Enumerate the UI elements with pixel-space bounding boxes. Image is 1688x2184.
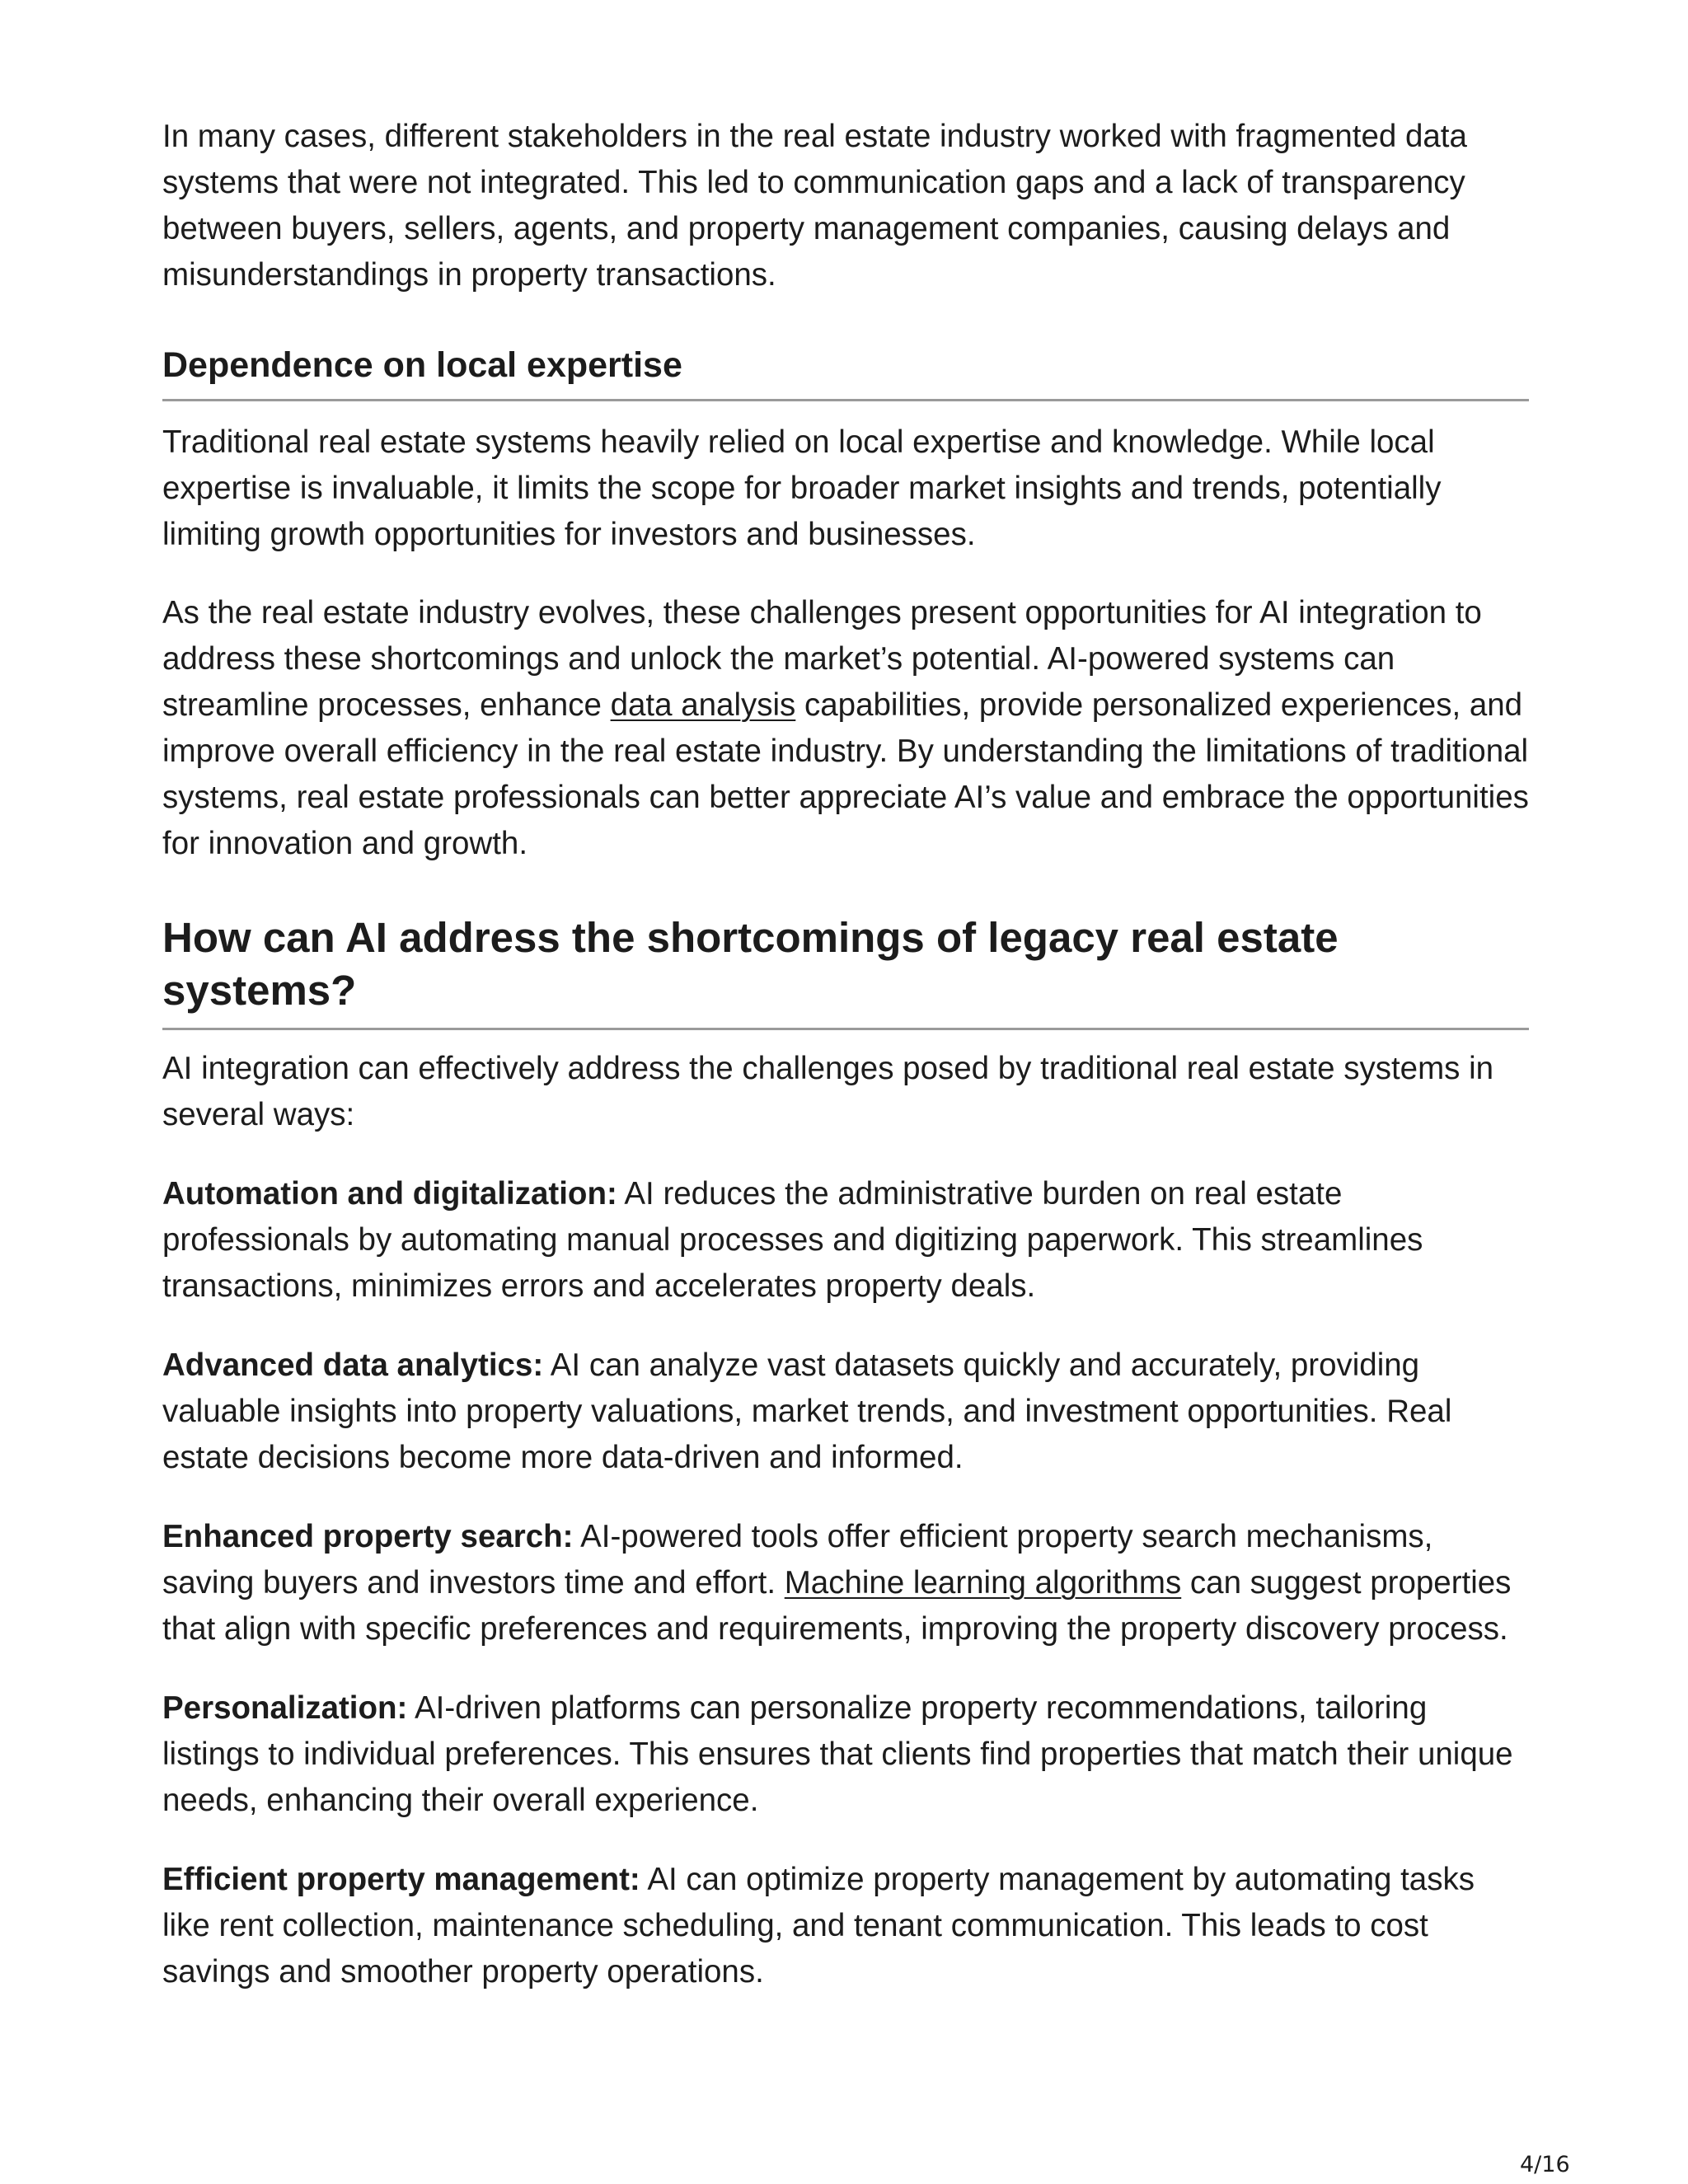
machine-learning-algorithms-link[interactable]: Machine learning algorithms — [784, 1565, 1182, 1601]
data-analysis-link[interactable]: data analysis — [610, 687, 796, 723]
local-expertise-divider — [162, 399, 1529, 401]
document-page — [162, 114, 1529, 1995]
local-expertise-heading: Dependence on local expertise — [162, 345, 682, 385]
local-expertise-paragraph: Traditional real estate systems heavily relied on local expertise and knowledge. While local expertise is invaluable, it limits the scope for broader market insights and trends, potentially limiting growth opportunities for investors and businesses. — [162, 424, 1442, 552]
list-item-automation — [162, 1171, 1529, 1310]
ai-section-intro: AI integration can effectively address the challenges posed by traditional real estate systems in several ways: — [162, 1051, 1494, 1132]
evolution-text-after: capabilities, provide personalized experiences, and improve overall efficiency in the real estate industry. By understanding the limitations of traditional systems, real estate professionals can better appreciate AI’s value and embrace the opportunities for innovation and growth. — [162, 687, 1529, 861]
list-item-analytics — [162, 1343, 1529, 1481]
ai-section-divider — [162, 1028, 1529, 1030]
text-personalization: AI-driven platforms can personalize property recommendations, tailoring listings to individual preferences. This ensures that clients find properties that match their unique needs, enhancing their overall experience. — [162, 1690, 1513, 1818]
list-item-personalization — [162, 1685, 1529, 1824]
text-property-management: AI can optimize property management by automating tasks like rent collection, maintenance scheduling, and tenant communication. This leads to cost savings and smoother property operations. — [162, 1862, 1475, 1990]
list-item-property-search — [162, 1514, 1529, 1652]
term-property-management: Efficient property management: — [162, 1862, 640, 1897]
text-property-search-before: AI-powered tools offer efficient property search mechanisms, saving buyers and investors time and effort. — [162, 1519, 1433, 1601]
ai-section-heading: How can AI address the shortcomings of legacy real estate systems? — [162, 914, 1339, 1014]
term-analytics: Advanced data analytics: — [162, 1347, 544, 1383]
page-number: 4/16 — [1520, 2152, 1570, 2177]
term-personalization: Personalization: — [162, 1690, 408, 1726]
text-property-search-after: can suggest properties that align with specific preferences and requirements, improving the property discovery process. — [162, 1565, 1512, 1647]
text-automation: AI reduces the administrative burden on real estate professionals by automating manual processes and digitizing paperwork. This streamlines transactions, minimizes errors and accelerates property deals. — [162, 1176, 1423, 1304]
evolution-paragraph — [162, 590, 1529, 867]
term-automation: Automation and digitalization: — [162, 1176, 617, 1212]
evolution-text-before: As the real estate industry evolves, these challenges present opportunities for AI integration to address these shortcomings and unlock the market’s potential. AI-powered systems can streamline processes, enhance — [162, 595, 1482, 723]
intro-paragraph: In many cases, different stakeholders in the real estate industry worked with fragmented data systems that were not integrated. This led to communication gaps and a lack of transparency between buyers, sellers, agents, and property management companies, causing delays and misunderstandings in property transactions. — [162, 119, 1467, 293]
text-analytics: AI can analyze vast datasets quickly and accurately, providing valuable insights into property valuations, market trends, and investment opportunities. Real estate decisions become more data-driven and informed. — [162, 1347, 1452, 1475]
list-item-property-management — [162, 1857, 1529, 1995]
term-property-search: Enhanced property search: — [162, 1519, 574, 1554]
